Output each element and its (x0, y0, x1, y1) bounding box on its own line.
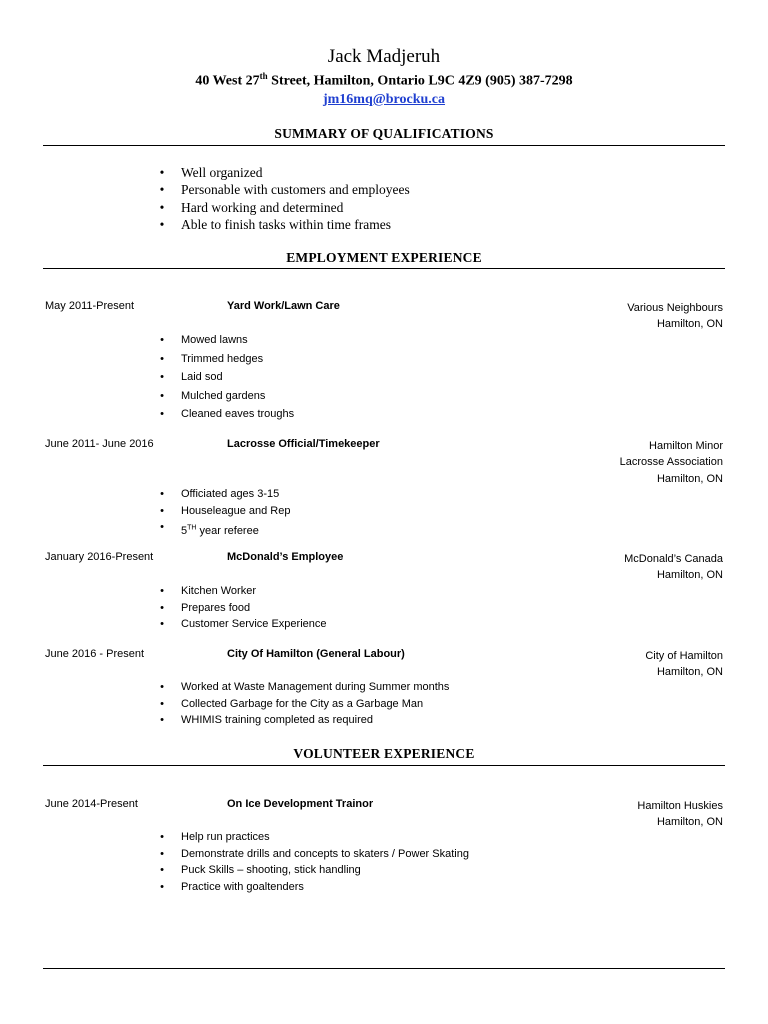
bullet-icon: • (159, 199, 165, 215)
list-item (158, 880, 469, 897)
list-item (158, 504, 290, 521)
job-organization (645, 648, 723, 681)
section-divider (43, 145, 725, 146)
job-duties-list (158, 680, 449, 730)
job-duties-list (158, 487, 290, 537)
email-link[interactable]: jm16mq@brocku.ca (322, 92, 446, 107)
duty-text: Collected Garbage for the City as a Garbage Man (181, 697, 424, 710)
list-item (158, 487, 290, 504)
list-item (158, 847, 469, 864)
job-date: May 2011-Present (45, 300, 135, 312)
duty-text: Puck Skills – shooting, stick handling (181, 864, 361, 876)
list-item (158, 617, 327, 634)
duty-text: Mowed lawns (181, 334, 248, 346)
section-divider (43, 268, 725, 269)
list-item (158, 584, 327, 601)
duty-text: Cleaned eaves troughs (181, 408, 295, 421)
bullet-icon: • (160, 681, 164, 693)
bullet-icon: • (160, 831, 164, 843)
list-item (158, 601, 327, 618)
bullet-icon: • (160, 521, 164, 533)
volunteer-organization (637, 798, 723, 831)
qualification-text: Well organized (181, 165, 263, 180)
org-line: Lacrosse Association (619, 456, 723, 469)
list-item (158, 520, 290, 537)
org-line: Hamilton, ON (656, 318, 723, 331)
list-item (158, 713, 449, 730)
duty-text-suffix: year referee (196, 524, 259, 537)
address-prefix: 40 West 27 (195, 73, 260, 89)
duty-text: Laid sod (181, 371, 223, 384)
resume-name: Jack Madjeruh (327, 46, 441, 67)
bullet-icon: • (160, 697, 164, 710)
list-item (158, 333, 294, 352)
duty-text: Worked at Waste Management during Summer months (181, 681, 450, 693)
address-superscript: th (259, 71, 268, 81)
address-suffix: Street, Hamilton, Ontario L9C 4Z9 (905) 387-7298 (267, 73, 573, 89)
volunteer-date: June 2014-Present (45, 798, 138, 810)
job-organization (627, 300, 723, 333)
bullet-icon: • (160, 714, 164, 726)
employment-section-title: EMPLOYMENT EXPERIENCE (286, 250, 482, 265)
list-item (158, 830, 469, 847)
duty-text: Kitchen Worker (181, 585, 256, 597)
org-line: Hamilton Huskies (637, 800, 723, 812)
duty-text: WHIMIS training completed as required (181, 714, 373, 726)
list-item (158, 389, 294, 408)
bullet-icon: • (159, 165, 165, 180)
volunteer-section-title: VOLUNTEER EXPERIENCE (293, 746, 475, 761)
duty-text: Practice with goaltenders (181, 880, 304, 893)
bullet-icon: • (159, 216, 165, 232)
bullet-icon: • (160, 371, 164, 384)
bullet-icon: • (160, 504, 164, 517)
bullet-icon: • (159, 182, 165, 198)
duty-text: Customer Service Experience (181, 618, 327, 630)
page-bottom-divider (43, 968, 725, 969)
bullet-icon: • (160, 488, 164, 500)
duty-superscript: TH (187, 524, 197, 531)
org-line: McDonald’s Canada (624, 553, 723, 565)
bullet-icon: • (160, 352, 164, 365)
duty-text (181, 525, 259, 537)
job-duties-list (158, 584, 327, 634)
job-role: City Of Hamilton (General Labour) (227, 648, 405, 660)
org-line: Various Neighbours (627, 302, 723, 314)
org-line: Hamilton, ON (656, 472, 723, 485)
list-item (158, 216, 410, 233)
bullet-icon: • (160, 585, 164, 597)
org-line: Hamilton, ON (656, 569, 723, 582)
job-organization (620, 438, 723, 487)
bullet-icon: • (160, 389, 164, 402)
job-date: June 2016 - Present (45, 648, 145, 660)
list-item (158, 680, 449, 697)
job-duties-list (158, 333, 294, 426)
duty-text: Houseleague and Rep (181, 504, 291, 517)
job-role: Lacrosse Official/Timekeeper (227, 438, 380, 450)
bullet-icon: • (160, 618, 164, 630)
qualifications-list (158, 164, 410, 233)
summary-section-title: SUMMARY OF QUALIFICATIONS (274, 126, 494, 141)
list-item (158, 407, 294, 426)
section-divider (43, 765, 725, 766)
org-line: Hamilton, ON (656, 816, 723, 829)
list-item (158, 164, 410, 181)
volunteer-role: On Ice Development Trainor (227, 798, 374, 810)
duty-text: Trimmed hedges (181, 352, 264, 365)
qualification-text: Hard working and determined (181, 199, 344, 215)
duty-text: Officiated ages 3-15 (181, 488, 280, 500)
volunteer-duties-list (158, 830, 469, 896)
list-item (158, 370, 294, 389)
bullet-icon: • (160, 408, 164, 421)
bullet-icon: • (160, 864, 164, 876)
list-item (158, 199, 410, 216)
list-item (158, 352, 294, 371)
list-item (158, 697, 449, 714)
qualification-text: Personable with customers and employees (181, 182, 410, 198)
list-item (158, 863, 469, 880)
org-line: City of Hamilton (645, 650, 723, 662)
duty-text: Demonstrate drills and concepts to skaters / Power Skating (181, 847, 469, 860)
bullet-icon: • (160, 334, 164, 346)
bullet-icon: • (160, 847, 164, 860)
contact-address (0, 71, 768, 90)
bullet-icon: • (160, 601, 164, 614)
org-line: Hamilton, ON (656, 666, 723, 679)
duty-text-prefix: 5 (181, 524, 188, 537)
job-role: Yard Work/Lawn Care (227, 300, 340, 312)
qualification-text: Able to finish tasks within time frames (181, 216, 391, 232)
job-date: January 2016-Present (45, 551, 154, 563)
duty-text: Mulched gardens (181, 389, 266, 402)
job-date: June 2011- June 2016 (45, 438, 154, 450)
duty-text: Help run practices (181, 831, 270, 843)
job-role: McDonald’s Employee (227, 551, 344, 563)
bullet-icon: • (160, 880, 164, 893)
org-line: Hamilton Minor (649, 440, 723, 452)
duty-text: Prepares food (181, 601, 251, 614)
list-item (158, 181, 410, 198)
job-organization (624, 551, 723, 584)
